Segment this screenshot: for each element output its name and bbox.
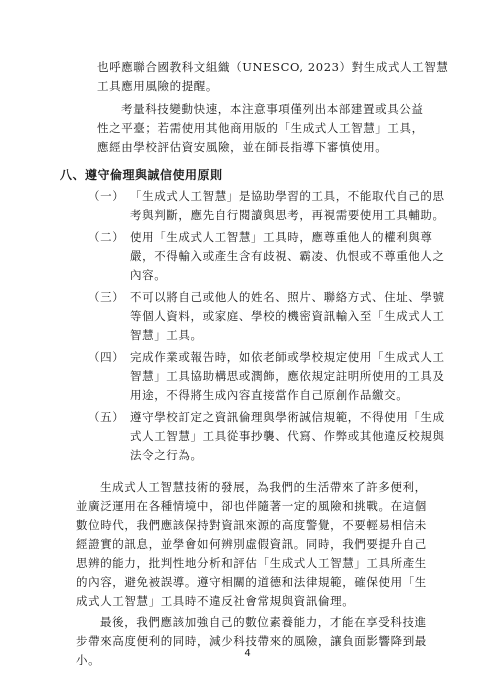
intro-line: 也呼應聯合國教科文組織（UNESCO, 2023）對生成式人工智慧	[97, 60, 449, 74]
policy-note-line: 性之平臺；若需使用其他商用版的「生成式人工智慧」工具，	[97, 121, 424, 135]
section-heading: 八、遵守倫理與誠信使用原則	[60, 168, 223, 182]
list-item-line: 智慧」工具。	[130, 328, 203, 342]
conclusion-paragraph	[76, 478, 427, 611]
list-item-marker: （三）	[88, 290, 125, 304]
list-item-line: 完成作業或報告時，如依老師或學校規定使用「生成式人工	[130, 350, 445, 364]
list-item	[88, 348, 445, 405]
list-item-line: 用途，不得將生成內容直接當作自己原創作品繳交。	[130, 388, 409, 402]
conclusion-line: 並廣泛運用在各種情境中，卻也伴隨著一定的風險和挑戰。在這個	[76, 499, 427, 513]
list-item-line: 遵守學校訂定之資訊倫理與學術誠信規範，不得使用「生成	[130, 410, 445, 424]
conclusion-line: 成式人工智慧」工具時不違反社會常規與資訊倫理。	[76, 594, 355, 608]
list-item-line: 法令之行為。	[130, 448, 203, 462]
page-number: 4	[244, 648, 251, 659]
list-item-line: 嚴，不得輸入或產生含有歧視、霸凌、仇恨或不尊重他人之	[130, 249, 445, 263]
list-item-line: 不可以將自己或他人的姓名、照片、聯絡方式、住址、學號	[130, 290, 445, 304]
conclusion-line: 生成式人工智慧技術的發展，為我們的生活帶來了許多便利，	[100, 480, 427, 494]
conclusion-line: 思辨的能力，批判性地分析和評估「生成式人工智慧」工具所產生	[76, 556, 427, 570]
list-item-line: 考與判斷，應先自行閱讀與思考，再視需要使用工具輔助。	[130, 208, 445, 222]
list-item-marker: （五）	[88, 410, 125, 424]
conclusion-line: 經證實的訊息，並學會如何辨別虛假資訊。同時，我們要提升自己	[76, 537, 427, 551]
list-item-line: 內容。	[130, 268, 167, 282]
list-item	[88, 187, 445, 225]
list-item-line: 「生成式人工智慧」是協助學習的工具，不能取代自己的思	[130, 189, 445, 203]
list-item-line: 等個人資料，或家庭、學校的機密資訊輸入至「生成式人工	[130, 309, 445, 323]
policy-note-line: 應經由學校評估資安風險，並在師長指導下審慎使用。	[97, 140, 388, 154]
closing-line: 步帶來高度便利的同時，減少科技帶來的風險，讓負面影響降到最	[76, 634, 427, 648]
policy-note-paragraph	[97, 100, 424, 157]
list-item	[88, 288, 445, 345]
list-item-line: 使用「生成式人工智慧」工具時，應尊重他人的權利與尊	[130, 230, 433, 244]
list-item	[88, 408, 445, 465]
conclusion-line: 的內容，避免被誤導。遵守相關的道德和法律規範，確保使用「生	[76, 575, 427, 589]
intro-line: 工具應用風險的提醒。	[97, 79, 218, 93]
list-item-marker: （四）	[88, 350, 125, 364]
closing-paragraph	[76, 613, 427, 670]
closing-line: 最後，我們應該加強自己的數位素養能力，才能在享受科技進	[100, 615, 427, 629]
list-item	[88, 228, 445, 285]
list-item-marker: （一）	[88, 189, 125, 203]
closing-line: 小。	[76, 653, 101, 667]
list-item-marker: （二）	[88, 230, 125, 244]
policy-note-line: 考量科技變動快速，本注意事項僅列出本部建置或具公益	[121, 102, 424, 116]
intro-paragraph	[97, 58, 448, 96]
list-item-line: 式人工智慧」工具從事抄襲、代寫、作弊或其他違反校規與	[130, 429, 445, 443]
conclusion-line: 數位時代，我們應該保持對資訊來源的高度警覺，不要輕易相信未	[76, 518, 427, 532]
list-item-line: 智慧」工具協助構思或潤飾，應依規定註明所使用的工具及	[130, 369, 445, 383]
